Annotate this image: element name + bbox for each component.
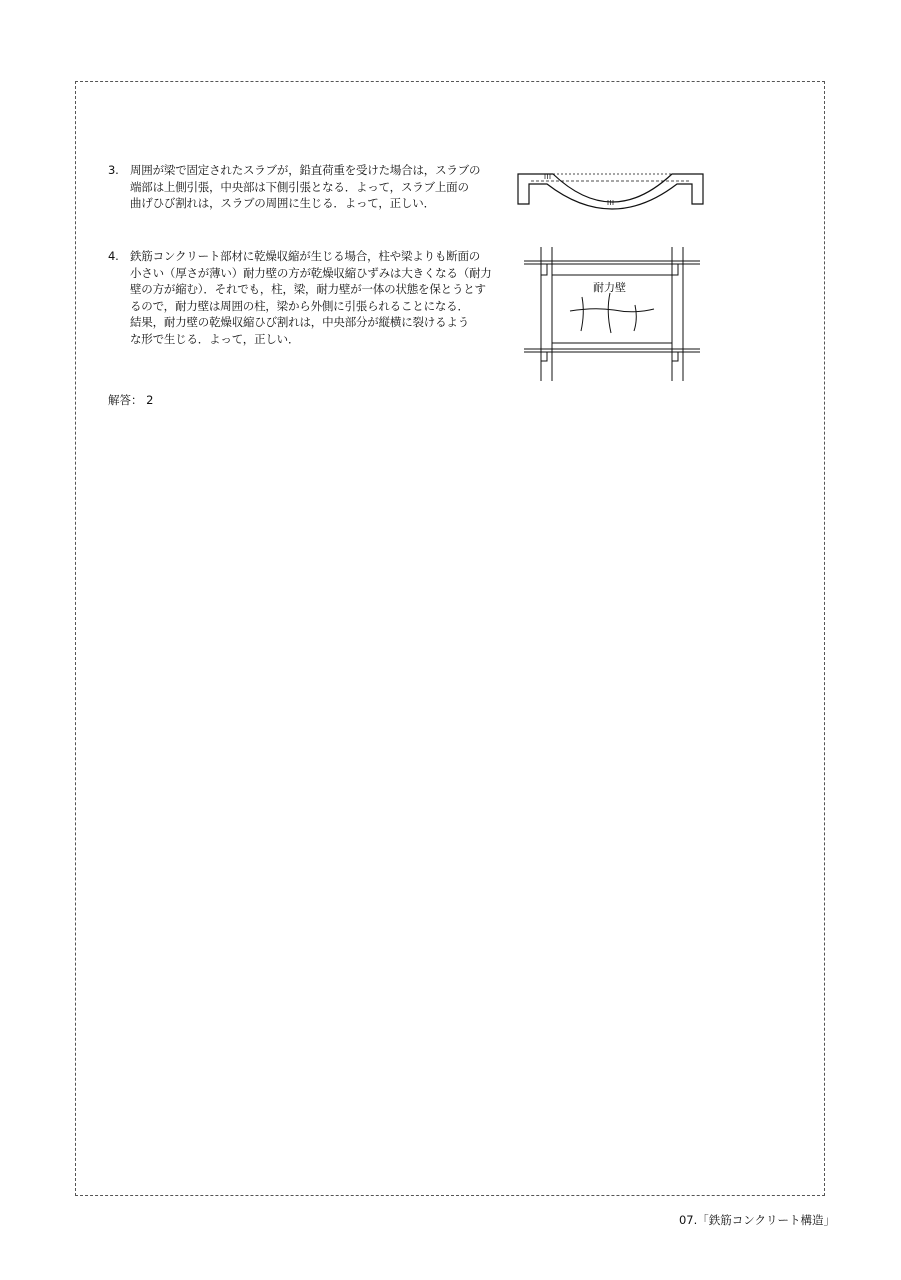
item-text bbox=[130, 248, 505, 347]
vertical-crack bbox=[581, 297, 583, 331]
vertical-crack bbox=[608, 293, 611, 333]
answer-line: 解答： 2 bbox=[108, 393, 154, 407]
wall-label: 耐力壁 bbox=[593, 281, 626, 294]
horizontal-crack bbox=[570, 309, 654, 312]
text-line: 端部は上側引張，中央部は下側引張となる．よって，スラブ上面の bbox=[130, 179, 469, 194]
item-text bbox=[130, 162, 505, 212]
text-line: 壁の方が縮む）．それでも，柱，梁，耐力壁が一体の状態を保とうとす bbox=[130, 282, 486, 296]
item-number: 4. bbox=[108, 249, 119, 263]
haunch-bottom-right bbox=[672, 352, 678, 361]
haunch-top-right bbox=[672, 264, 678, 275]
haunch-top-left bbox=[541, 264, 547, 275]
slab-bending-diagram bbox=[517, 170, 707, 210]
text-line: るので，耐力壁は周囲の柱，梁から外側に引張られることになる． bbox=[130, 298, 469, 313]
crack-marks-left bbox=[545, 174, 550, 179]
text-line: 周囲が梁で固定されたスラブが，鉛直荷重を受けた場合は，スラブの bbox=[130, 163, 481, 177]
vertical-crack bbox=[634, 305, 636, 331]
shear-wall-frame-diagram bbox=[524, 247, 700, 383]
item-number: 3. bbox=[108, 163, 119, 177]
text-line: 結果，耐力壁の乾燥収縮ひび割れは，中央部分が縦横に裂けるよう bbox=[130, 315, 469, 329]
haunch-bottom-left bbox=[541, 352, 547, 361]
text-line: 小さい（厚さが薄い）耐力壁の方が乾燥収縮ひずみは大きくなる（耐力 bbox=[130, 265, 492, 280]
text-line: 鉄筋コンクリート部材に乾燥収縮が生じる場合，柱や梁よりも断面の bbox=[130, 249, 481, 263]
text-line: な形で生じる．よって，正しい． bbox=[130, 331, 300, 346]
page-footer: 07.「鉄筋コンクリート構造」 bbox=[678, 1213, 835, 1227]
text-line: 曲げひび割れは，スラブの周囲に生じる．よって，正しい． bbox=[130, 196, 435, 210]
